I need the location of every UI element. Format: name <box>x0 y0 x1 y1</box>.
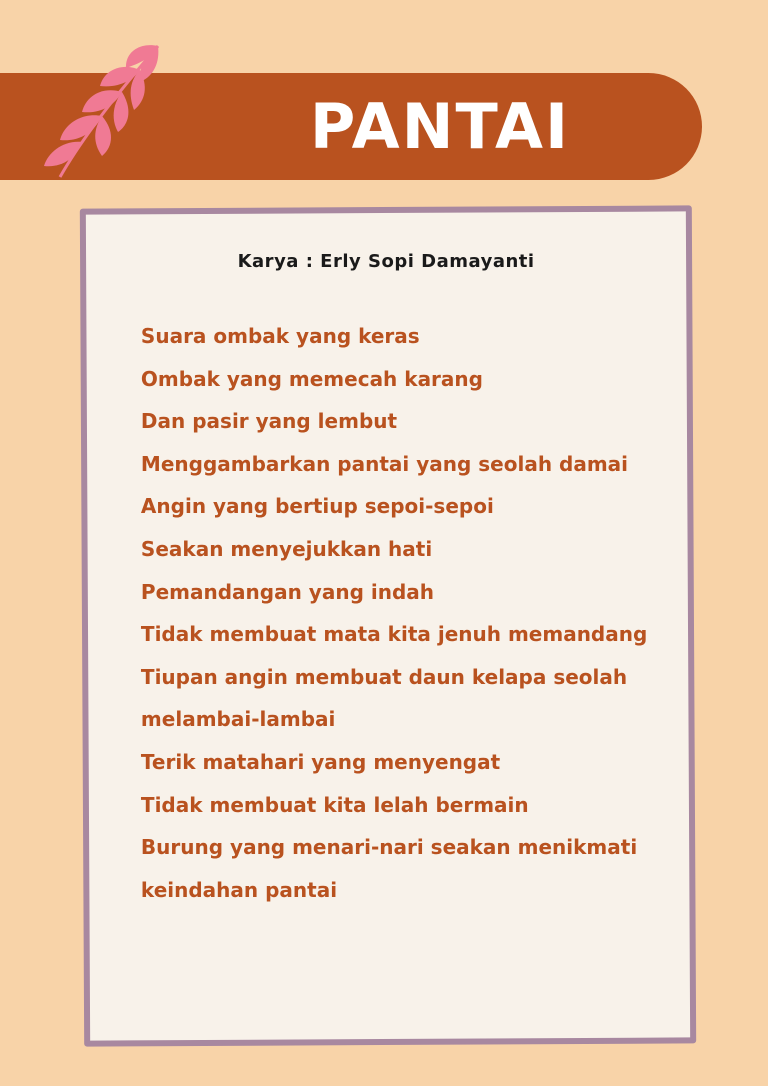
poem-line: Burung yang menari-nari seakan menikmati <box>140 835 638 860</box>
poem-line: Terik matahari yang menyengat <box>140 749 501 774</box>
poem-line: Angin yang bertiup sepoi-sepoi <box>140 494 494 519</box>
poem-line: Suara ombak yang keras <box>140 323 420 348</box>
poem-line: Dan pasir yang lembut <box>140 409 398 434</box>
poem-line: Menggambarkan pantai yang seolah damai <box>140 451 629 476</box>
leaf-branch-icon <box>30 32 180 182</box>
poem-line: Seakan menyejukkan hati <box>140 536 433 561</box>
poem-line: Pemandangan yang indah <box>140 579 434 604</box>
poem-line: melambai-lambai <box>140 707 336 732</box>
poem-line: keindahan pantai <box>140 877 338 902</box>
author-credit: Karya : Erly Sopi Damayanti <box>237 251 535 273</box>
poem-card <box>80 205 696 1046</box>
poem-body <box>141 315 681 911</box>
page-title: PANTAI <box>309 90 571 163</box>
poem-line: Tidak membuat mata kita jenuh memandang <box>140 622 648 647</box>
poem-line: Tidak membuat kita lelah bermain <box>140 792 529 817</box>
poem-line: Ombak yang memecah karang <box>140 366 483 391</box>
poem-line: Tiupan angin membuat daun kelapa seolah <box>140 664 628 689</box>
